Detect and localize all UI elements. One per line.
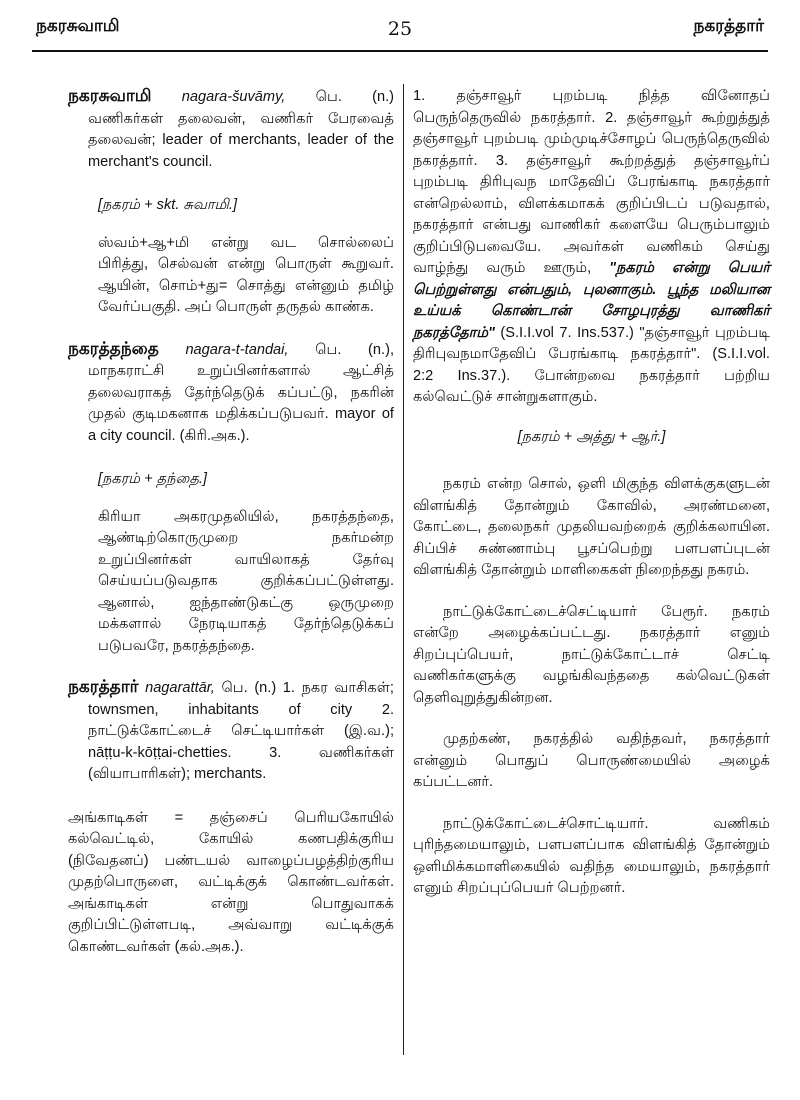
citation-paragraph	[413, 86, 770, 409]
transliteration: nagarattār,	[145, 680, 215, 696]
usage-note: ஸ்வம்+ஆ+மி என்று வட சொல்லைப் பிரித்து, செல்வன் என்று பொருள் கூறுவர். ஆயின், சொம்+து= சொத்து என்னும் தமிழ் வேர்ப்பகுதி. அப் பொருள் தருதல் காண்க.	[98, 234, 394, 315]
headword: நகரத்தார்	[68, 677, 139, 697]
left-column	[68, 86, 394, 978]
inscription-quote: "நகரம் என்று பெயர் பெற்றுள்ளது என்பதும், புலனாகும். பூந்த மலியான உய்யக் கொண்டான் சோழபுரத்து வாணிகர் நகரத்தோம்"	[413, 260, 770, 341]
usage-note: அங்காடிகள் = தஞ்சைப் பெரியகோயில் கல்வெட்டில், கோயில் கணபதிக்குரிய (நிவேதனப்) பண்டயல் வாழைப்பழத்திற்குரிய முதற்பொருளை, வட்டிக்குக் கொண்டவர்கள். அங்காடிகள் என்று பொதுவாகக் குறிப்பிட்டுள்ளபடி, அவ்வாறு வட்டிக்குக் கொண்டவர்கள் (கல்.அக.).	[68, 809, 394, 955]
paragraph: நகரம் என்ற சொல், ஒளி மிகுந்த விளக்குகளுடன் விளங்கித் தோன்றும் கோவில், அரண்மனை, கோட்டை, தலைநகர் முதலியவற்றைக் குறிக்கலாயின. சிப்பிச் சுண்ணாம்பு பூசப்பெற்று பளபளப்புடன் விளங்கித் தோன்றும் மாளிகைகள் நிறைந்தது நகரம்.	[413, 476, 770, 578]
running-head-left: நகரசுவாமி	[36, 16, 120, 36]
definition: பெ. (n.), மாநகராட்சி உறுப்பினர்களால் ஆட்சித் தலைவராகத் தேர்ந்தெடுக் கப்பட்டு, நகரின் முதல் குடிமகனாக மதிக்கப்படுபவர். mayor of a city council. (கிரி.அக.).	[88, 341, 395, 444]
entry-nagarattar	[68, 677, 394, 786]
entry-nagarasuvami	[68, 86, 394, 173]
definition: பெ. (n.) 1. நகர வாசிகள்; townsmen, inhabitants of city 2. நாட்டுக்கோட்டைச் செட்டியார்கள் (இ.வ.); nāṭṭu-k-kōṭṭai-chetties. 3. வணிகர்கள் (வியாபாரிகள்); merchants.	[88, 680, 394, 782]
headword: நகரத்தந்தை	[68, 338, 159, 359]
paragraph: நாட்டுக்கோட்டைச்செட்டியார் பேரூர். நகரம் என்றே அழைக்கப்பட்டது. நகரத்தார் எனும் சிறப்புப்பெயர், நாட்டுக்கோட்டாச் செட்டி வணிகர்களுக்கு வழங்கிவந்ததை கல்வெட்டுகள் தெளிவுறுத்துகின்றன.	[413, 603, 770, 706]
entry-nagarattandai	[68, 339, 394, 448]
running-head-right: நகரத்தார்	[693, 16, 764, 36]
citation-source: (S.I.I.vol 7. Ins.537.) "தஞ்சாவூர் புறம்படி திரிபுவநமாதேவிப் பேரங்காடி நகரத்தார்". (S.I.I.vol. 2:2 Ins.37.). போன்றவை நகரத்தார் பற்றிய கல்வெட்டுச் சான்றுகளாகும்.	[413, 324, 770, 405]
transliteration: nagara-šuvāmy,	[181, 89, 286, 105]
definition: பெ. (n.) வணிகர்கள் தலைவன், வணிகர் பேரவைத் தலைவன்; leader of merchants, leader of the merchant's council.	[88, 89, 395, 170]
etymology: [நகரம் + skt. சுவாமி.]	[98, 197, 238, 213]
etymology: [நகரம் + அத்து + ஆர்.]	[517, 428, 666, 445]
column-divider	[403, 84, 404, 1055]
right-column	[413, 86, 770, 920]
page-number: 25	[387, 18, 413, 40]
headword: நகரசுவாமி	[68, 86, 152, 106]
etymology: [நகரம் + தந்தை.]	[98, 471, 207, 487]
header-rule	[32, 50, 768, 52]
usage-note: கிரியா அகரமுதலியில், நகரத்தந்தை, ஆண்டிற்கொருமுறை நகர்மன்ற உறுப்பினர்கள் வாயிலாகத் தேர்வு செய்யப்படுவதாக குறிக்கப்பட்டுள்ளது. ஆனால், ஐந்தாண்டுகட்கு ஒருமுறை மக்களால் நேரடியாகத் தேர்ந்தெடுக்கப் படுபவரே, நகரத்தந்தை.	[98, 508, 394, 654]
transliteration: nagara-t-tandai,	[185, 341, 289, 358]
paragraph: நாட்டுக்கோட்டைச்சொட்டியார். வணிகம் புரிந்தமையாலும், பளபளப்பாக விளங்கித் தோன்றும் ஒளிமிக்கமாளிகையில் வதிந்த மையாலும், நகரத்தார் எனும் சிறப்புப்பெயர் பெற்றனர்.	[413, 815, 770, 896]
citation-text: 1. தஞ்சாவூர் புறம்படி நித்த வினோதப் பெருந்தெருவில் நகரத்தார். 2. தஞ்சாவூர் கூற்றுத்துத் தஞ்சாவூர் புறம்படி மும்முடிச்சோழப் பெருந்தெருவில் நகரத்தார். 3. தஞ்சாவூர் கூற்றத்துத் தஞ்சாவூர்ப் புறம்படி திரிபுவந மாதேவிப் பேரங்காடி நகரத்தார் என்றெல்லாம், விளக்கமாகக் குறிப்பிடப் படுவதால், நகரத்தார் என்பது வாணிகர் களையே பெரும்பாலும் குறிப்பிடுபவையே. அவர்கள் வணிகம் செய்து வாழ்ந்து வரும் ஊரும்,	[413, 88, 770, 276]
paragraph: முதற்கண், நகரத்தில் வதிந்தவர், நகரத்தார் என்னும் பொதுப் பொருண்மையில் அழைக் கப்பட்டனர்.	[413, 731, 770, 790]
